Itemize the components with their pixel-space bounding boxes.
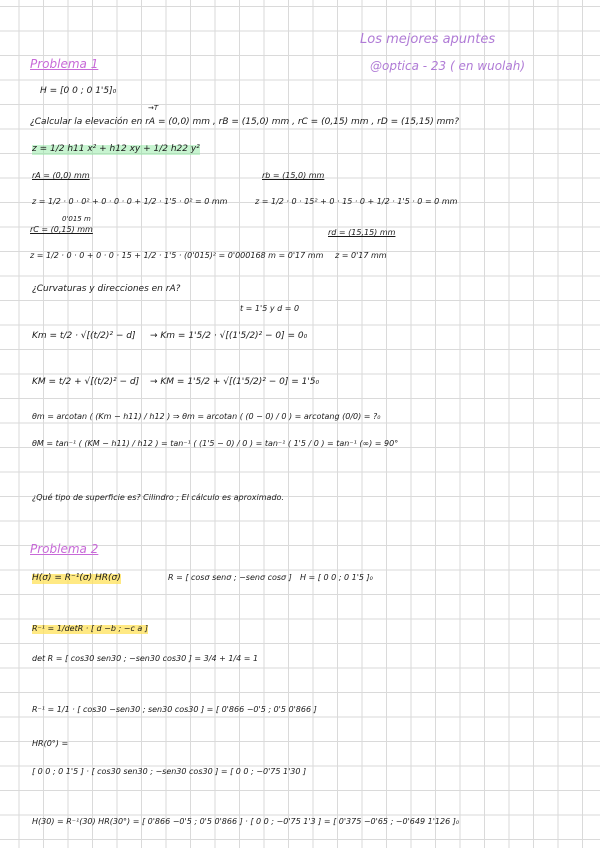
kM-formula: KM = t/2 + √[(t/2)² − d] [32, 377, 140, 387]
hr-product-calc: [ 0 0 ; 0 1'5 ] · [ cos30 sen30 ; −sen30 cos30 ] = [ 0 0 ; −0'75 1'30 ] [32, 767, 307, 776]
author-handle: @optica - 23 ( en wuolah) [370, 59, 526, 73]
km-result: → Km = 1'5/2 · √[(1'5/2)² − 0] = 0₀ [150, 331, 308, 341]
determinant-calc: det R = [ cos30 sen30 ; −sen30 cos30 ] = 3/4 + 1/4 = 1 [32, 654, 259, 663]
curvature-question: ¿Curvaturas y direcciones en rA? [32, 284, 181, 294]
rotated-hessian-formula: H(σ) = R⁻¹(σ) HR(σ) [32, 573, 121, 583]
point-a-label: rA = (0,0) mm [32, 171, 90, 180]
point-a-calc: z = 1/2 · 0 · 0² + 0 · 0 · 0 + 1/2 · 1'5 · 0² = 0 mm [32, 197, 228, 206]
hr-label: HR(0°) = [32, 739, 69, 748]
point-b-calc: z = 1/2 · 0 · 15² + 0 · 15 · 0 + 1/2 · 1'5 · 0 = 0 mm [255, 197, 458, 206]
hessian-matrix-2: H = [ 0 0 ; 0 1'5 ]₀ [300, 573, 373, 582]
transpose-note: →T [148, 104, 159, 112]
elevation-formula: z = 1/2 h11 x² + h12 xy + 1/2 h22 y² [32, 144, 200, 154]
problem-1-title: Problema 1 [30, 57, 99, 71]
elevation-question: ¿Calcular la elevación en rA = (0,0) mm , rB = (15,0) mm , rC = (0,15) mm , rD = (15,15) mm? [30, 117, 459, 127]
h30-result-calc: H(30) = R⁻¹(30) HR(30°) = [ 0'866 −0'5 ; 0'5 0'866 ] · [ 0 0 ; −0'75 1'3 ] = [ 0'375 −0'65 ; −0'649 1'126 ]₀ [32, 817, 460, 826]
kM-result: → KM = 1'5/2 + √[(1'5/2)² − 0] = 1'5₀ [150, 377, 320, 387]
point-c-note: 0'015 m [62, 215, 91, 223]
rotation-matrix: R = [ cosσ senσ ; −senσ cosσ ] [168, 573, 292, 582]
trace-determinant-note: t = 1'5 y d = 0 [240, 304, 300, 313]
brand-watermark: Los mejores apuntes [360, 32, 496, 47]
problem-2-title: Problema 2 [30, 542, 99, 556]
point-b-label: rb = (15,0) mm [262, 171, 325, 180]
inverse-rotation-formula: R⁻¹ = 1/detR · [ d −b ; −c a ] [32, 624, 148, 633]
point-c-label: rC = (0,15) mm [30, 225, 93, 234]
hessian-matrix: H = [0 0 ; 0 1'5]₀ [40, 86, 117, 96]
surface-question: ¿Qué tipo de superficie es? Cilindro ; El cálculo es aproximado. [32, 493, 284, 502]
inverse-rotation-calc: R⁻¹ = 1/1 · [ cos30 −sen30 ; sen30 cos30 ] = [ 0'866 −0'5 ; 0'5 0'866 ] [32, 705, 317, 714]
point-c-calc: z = 1/2 · 0 · 0 + 0 · 0 · 15 + 1/2 · 1'5 · (0'015)² = 0'000168 m = 0'17 mm [30, 251, 324, 260]
theta-m-calc: θm = arcotan ( (Km − h11) / h12 ) ⇒ θm = arcotan ( (0 − 0) / 0 ) = arcotang (0/0) = ?₀ [32, 412, 381, 421]
point-d-calc: z = 0'17 mm [335, 251, 387, 260]
km-formula: Km = t/2 · √[(t/2)² − d] [32, 331, 136, 341]
point-d-label: rd = (15,15) mm [328, 228, 396, 237]
theta-M-calc: θM = tan⁻¹ ( (KM − h11) / h12 ) = tan⁻¹ ( (1'5 − 0) / 0 ) = tan⁻¹ ( 1'5 / 0 ) = tan⁻¹ (∞) = 90° [32, 439, 399, 448]
